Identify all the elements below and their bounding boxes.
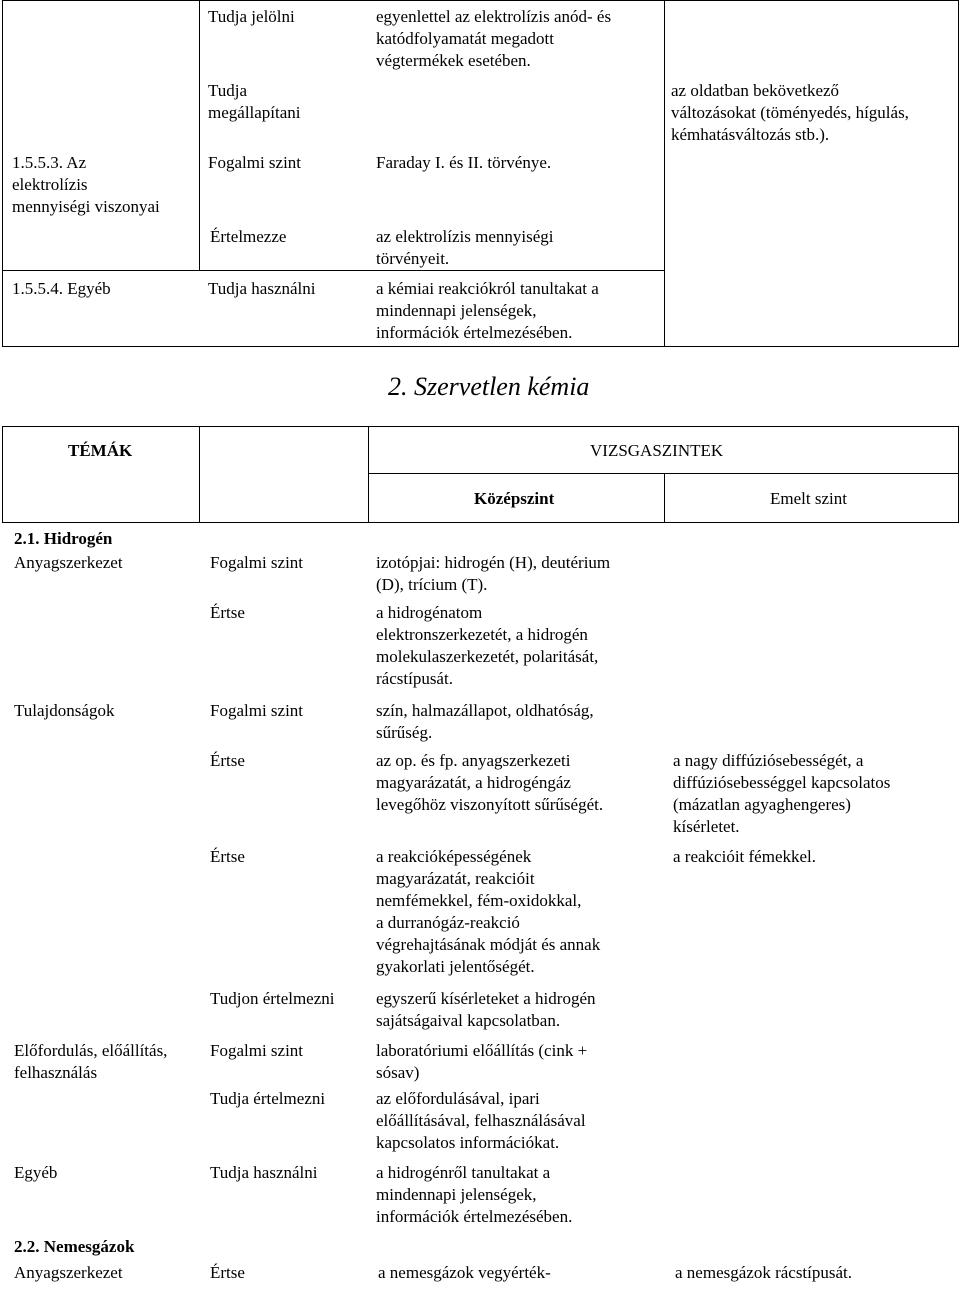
verb-cell: Fogalmi szint xyxy=(210,553,304,572)
table-border-left xyxy=(2,0,3,346)
table-border-top xyxy=(2,426,959,427)
verb-cell: Fogalmi szint xyxy=(210,701,304,720)
column-divider xyxy=(199,0,200,270)
kozep-cell: a reakcióképességének magyarázatát, reakcióit nemfémekkel, fém-oxidokkal, a durranógáz-reakció végrehajtásának módját és annak gyakorlati jelentőségét. xyxy=(376,847,601,976)
kozep-cell: izotópjai: hidrogén (H), deutérium (D), trícium (T). xyxy=(376,553,611,594)
subtopic: Tulajdonságok xyxy=(14,701,115,720)
section-title: 2. Szervetlen kémia xyxy=(388,372,590,401)
kozep-cell: a hidrogénről tanultakat a mindennapi jelenségek, információk értelmezésében. xyxy=(376,1163,573,1226)
verb-cell: Tudja értelmezni xyxy=(210,1089,326,1108)
table-border-top xyxy=(2,0,959,1)
verb-cell: Fogalmi szint xyxy=(208,153,302,172)
row-divider xyxy=(2,270,665,271)
kozep-cell: egyenlettel az elektrolízis anód- és katódfolyamatát megadott végtermékek esetében. xyxy=(376,7,612,70)
subtopic: Anyagszerkezet xyxy=(14,553,123,572)
verb-cell: Értse xyxy=(210,1263,245,1282)
kozep-cell: az előfordulásával, ipari előállításával, felhasználásával kapcsolatos információkat. xyxy=(376,1089,586,1152)
verb-cell: Tudja megállapítani xyxy=(208,81,301,122)
header-bottom-border xyxy=(2,522,959,523)
verb-cell: Értse xyxy=(210,847,245,866)
verb-cell: Értse xyxy=(210,603,245,622)
subtopic: Egyéb xyxy=(14,1163,58,1182)
topic-title: 2.2. Nemesgázok xyxy=(14,1237,135,1256)
kozep-cell: szín, halmazállapot, oldhatóság, sűrűség. xyxy=(376,701,594,742)
column-divider xyxy=(664,473,665,522)
kozep-cell: egyszerű kísérleteket a hidrogén sajátságaival kapcsolatban. xyxy=(376,989,596,1030)
column-divider xyxy=(664,0,665,346)
kozep-cell: a kémiai reakciókról tanultakat a mindennapi jelenségek, információk értelmezésében. xyxy=(376,279,599,342)
verb-cell: Tudjon értelmezni xyxy=(210,989,335,1008)
header-temak: TÉMÁK xyxy=(68,441,133,460)
header-vizsgaszintek: VIZSGASZINTEK xyxy=(590,441,724,460)
verb-cell: Tudja használni xyxy=(208,279,316,298)
table-border-bottom xyxy=(2,346,959,347)
emelt-cell: a nemesgázok rácstípusát. xyxy=(675,1263,853,1282)
emelt-cell: a nagy diffúziósebességét, a diffúziósebességgel kapcsolatos (mázatlan agyaghengeres) kísérletet. xyxy=(673,751,891,836)
kozep-cell: az elektrolízis mennyiségi törvényeit. xyxy=(376,227,554,268)
verb-cell: Fogalmi szint xyxy=(210,1041,304,1060)
kozep-cell: az op. és fp. anyagszerkezeti magyarázatát, a hidrogéngáz levegőhöz viszonyított sűrűségét. xyxy=(376,751,604,814)
emelt-cell: az oldatban bekövetkező változásokat (töményedés, hígulás, kémhatásváltozás stb.). xyxy=(671,81,909,144)
emelt-cell: a reakcióit fémekkel. xyxy=(673,847,817,866)
verb-cell: Tudja használni xyxy=(210,1163,318,1182)
table-border-right xyxy=(958,0,959,346)
header-kozepszint: Középszint xyxy=(474,489,555,508)
kozep-cell: Faraday I. és II. törvénye. xyxy=(376,153,552,172)
topic-cell: 1.5.5.4. Egyéb xyxy=(12,279,111,298)
kozep-cell: a nemesgázok vegyérték- xyxy=(378,1263,551,1282)
topic-cell: 1.5.5.3. Az elektrolízis mennyiségi viszonyai xyxy=(12,153,160,216)
topic-title: 2.1. Hidrogén xyxy=(14,529,113,548)
header-emelt: Emelt szint xyxy=(770,489,847,508)
verb-cell: Tudja jelölni xyxy=(208,7,295,26)
verb-cell: Értse xyxy=(210,751,245,770)
table-border-right xyxy=(958,426,959,522)
column-divider xyxy=(199,426,200,522)
kozep-cell: laboratóriumi előállítás (cink + sósav) xyxy=(376,1041,588,1082)
column-divider xyxy=(368,426,369,522)
verb-cell: Értelmezze xyxy=(210,227,287,246)
kozep-cell: a hidrogénatom elektronszerkezetét, a hidrogén molekulaszerkezetét, polaritását, rácstípusát. xyxy=(376,603,599,688)
subtopic: Előfordulás, előállítás, felhasználás xyxy=(14,1041,168,1082)
table-border-left xyxy=(2,426,3,522)
subtopic: Anyagszerkezet xyxy=(14,1263,123,1282)
